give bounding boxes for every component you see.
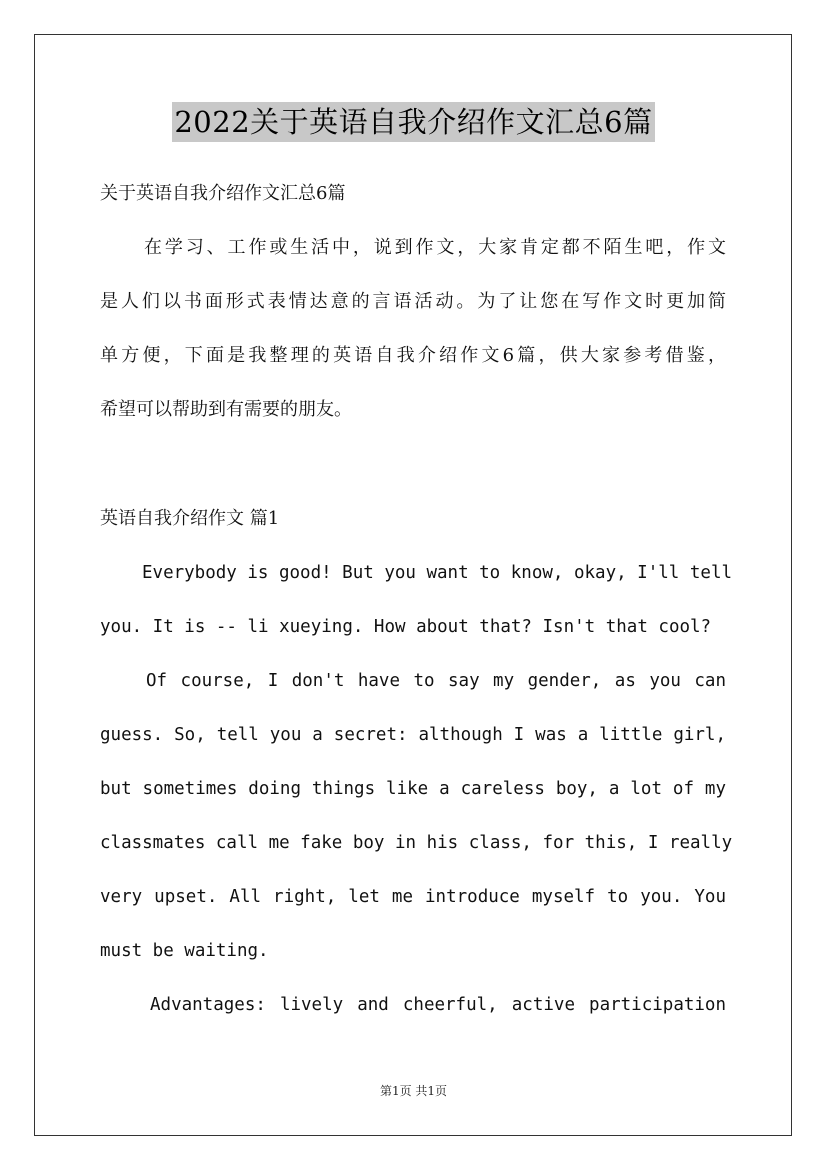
body-line-1: Everybody is good! But you want to know, okay, I'll tell [142, 563, 733, 583]
body-line-9: Advantages: lively and cheerful, active participation [150, 995, 726, 1015]
document-subtitle: 关于英语自我介绍作文汇总6篇 [100, 183, 346, 204]
body-line-5: but sometimes doing things like a careless boy, a lot of my [100, 779, 726, 799]
body-line-7: very upset. All right, let me introduce myself to you. You [100, 887, 726, 907]
body-line-2: you. It is -- li xueying. How about that? Isn't that cool? [100, 617, 712, 637]
body-line-6: classmates call me fake boy in his class, for this, I really [100, 833, 733, 853]
title-container [0, 102, 827, 142]
intro-line-4: 希望可以帮助到有需要的朋友。 [100, 399, 352, 420]
body-line-4: guess. So, tell you a secret: although I was a little girl, [100, 725, 726, 745]
intro-line-2: 是人们以书面形式表情达意的言语活动。为了让您在写作文时更加简 [100, 291, 726, 312]
intro-line-3: 单方便，下面是我整理的英语自我介绍作文6篇，供大家参考借鉴， [100, 345, 726, 366]
intro-line-1: 在学习、工作或生活中，说到作文，大家肯定都不陌生吧，作文 [144, 237, 726, 258]
section-heading: 英语自我介绍作文 篇1 [100, 508, 280, 529]
body-line-8: must be waiting. [100, 941, 269, 961]
document-title: 2022关于英语自我介绍作文汇总6篇 [172, 102, 654, 142]
page-footer: 第1页 共1页 [379, 1084, 448, 1098]
body-line-3: Of course, I don't have to say my gender, as you can [146, 671, 726, 691]
